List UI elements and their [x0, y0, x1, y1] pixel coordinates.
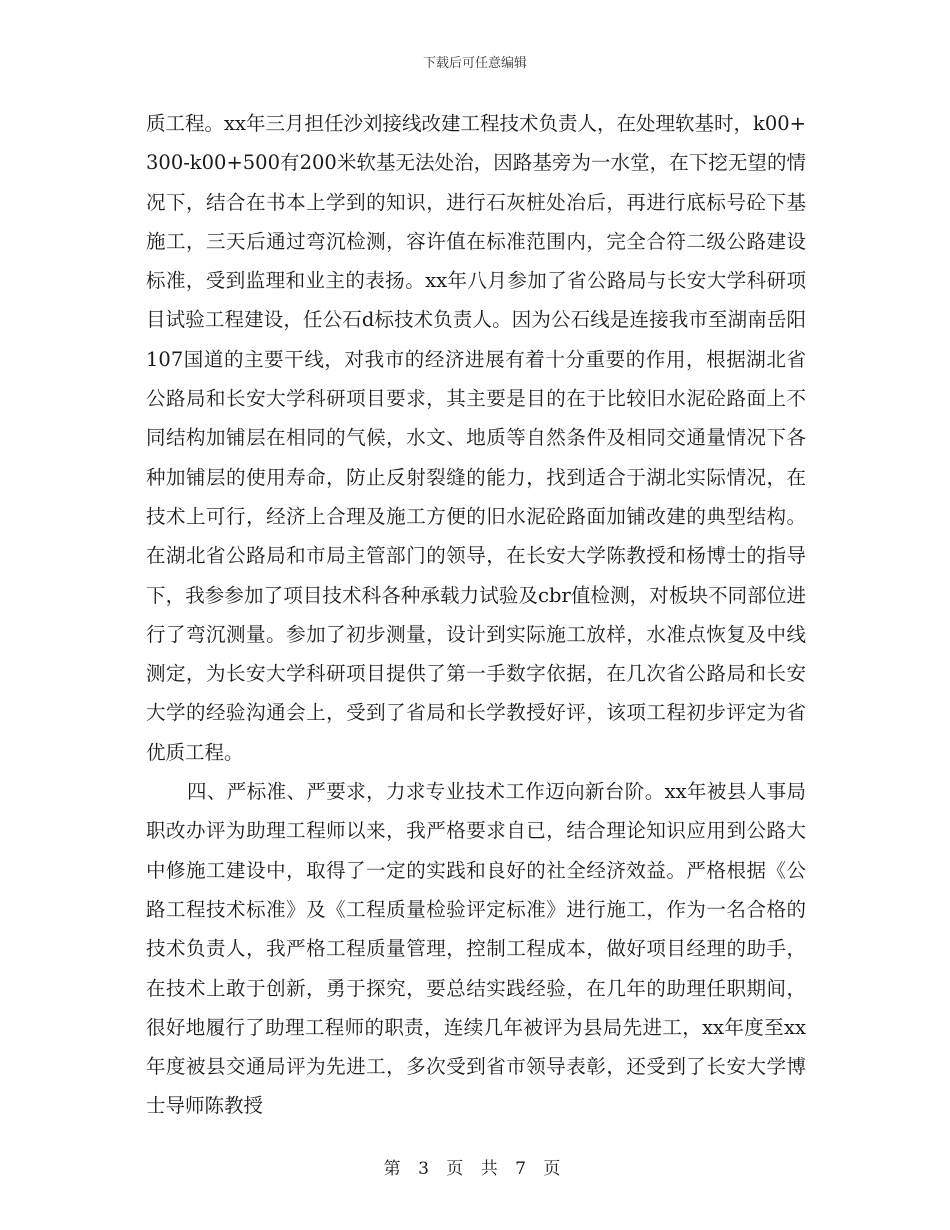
- paragraph-section-four: 四、严标准、严要求，力求专业技术工作迈向新台阶。xx年被县人事局职改办评为助理工程师以来，我严格要求自已，结合理论知识应用到公路大中修施工建设中，取得了一定的实践和良好的社全经济效益。严格根据《公路工程技术标准》及《工程质量检验评定标准》进行施工，作为一名合格的技术负责人，我严格工程质量管理，控制工程成本，做好项目经理的助手，在技术上敢于创新，勇于探究，要总结实践经验，在几年的助理任职期间，很好地履行了助理工程师的职责，连续几年被评为县局先进工，xx年度至xx年度被县交通局评为先进工，多次受到省市领导表彰，还受到了长安大学博士导师陈教授: [146, 780, 806, 1118]
- document-body: [146, 104, 806, 1126]
- paragraph-continued: 质工程。xx年三月担任沙刘接线改建工程技术负责人，在处理软基时，k00+300-k00+500有200米软基无法处治，因路基旁为一水堂，在下挖无望的情况下，结合在书本上学到的知识，进行石灰桩处冶后，再进行底标号砼下基施工，三天后通过弯沉检测，容许值在标准范围内，完全合符二级公路建设标准，受到监理和业主的表扬。xx年八月参加了省公路局与长安大学科研项目试验工程建设，任公石d标技术负责人。因为公石线是连接我市至湖南岳阳107国道的主要干线，对我市的经济进展有着十分重要的作用，根据湖北省公路局和长安大学科研项目要求，其主要是目的在于比较旧水泥砼路面上不同结构加铺层在相同的气候，水文、地质等自然条件及相同交通量情况下各种加铺层的使用寿命，防止反射裂缝的能力，找到适合于湖北实际情况，在技术上可行，经济上合理及施工方便的旧水泥砼路面加铺改建的典型结构。在湖北省公路局和市局主管部门的领导，在长安大学陈教授和杨博士的指导下，我参参加了项目技术科各种承载力试验及cbr值检测，对板块不同部位进行了弯沉测量。参加了初步测量，设计到实际施工放样，水准点恢复及中线测定，为长安大学科研项目提供了第一手数字依据，在几次省公路局和长安大学的经验沟通会上，受到了省局和长学教授好评，该项工程初步评定为省优质工程。: [146, 112, 806, 764]
- page-header: 下载后可任意编辑: [422, 56, 527, 71]
- page-number: 第 3 页 共 7 页: [383, 1159, 567, 1179]
